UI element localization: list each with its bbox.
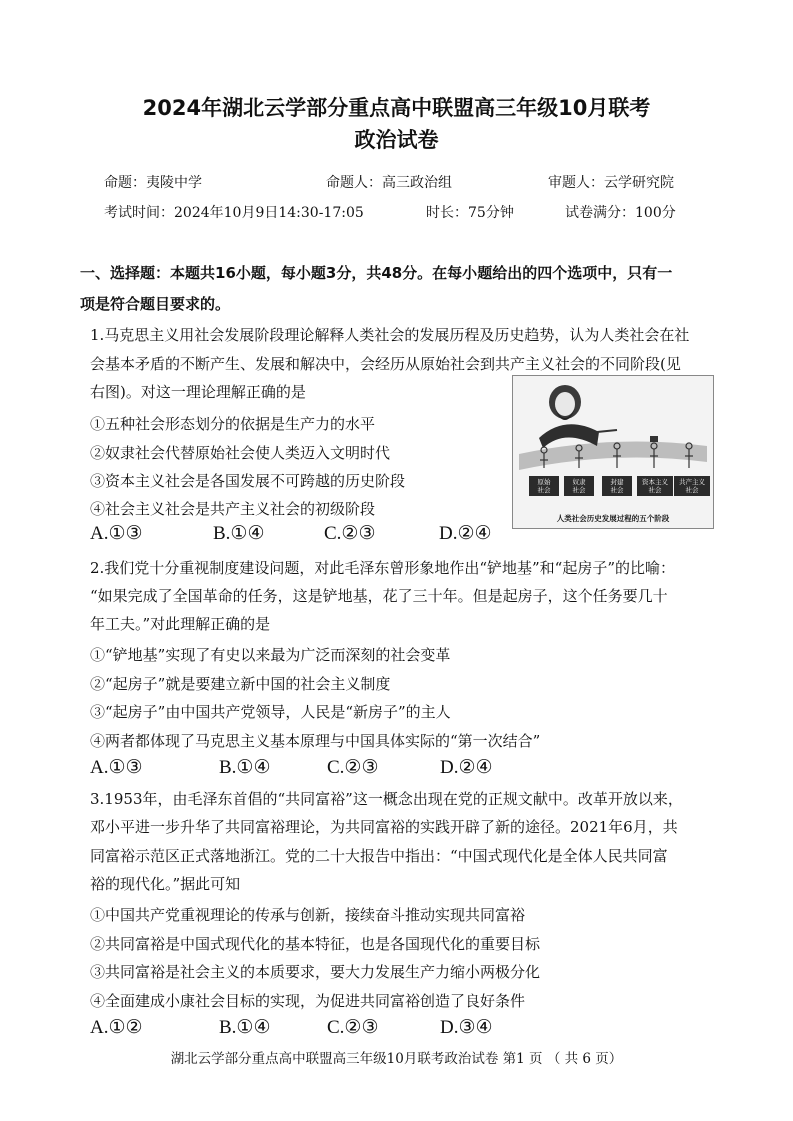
question-text: 会基本矛盾的不断产生、发展和解决中，会经历从原始社会到共产主义社会的不同阶段(见 [90, 355, 681, 373]
answer-choice-c[interactable]: C.②③ [324, 523, 376, 544]
figure-illustration [513, 376, 713, 528]
exam-subject: 政治试卷 [354, 128, 439, 152]
question-text: 裕的现代化。”据此可知 [90, 875, 241, 893]
statement-option: ①中国共产党重视理论的传承与创新，接续奋斗推动实现共同富裕 [90, 906, 526, 924]
statement-option: ①“铲地基”实现了有史以来最为广泛而深刻的社会变革 [90, 646, 451, 664]
page-footer: 湖北云学部分重点高中联盟高三年级10月联考政治试卷 第1 页 （ 共 6 页） [170, 1051, 623, 1067]
answer-choice-b[interactable]: B.①④ [219, 757, 271, 778]
statement-option: ④全面建成小康社会目标的实现，为促进共同富裕创造了良好条件 [90, 992, 526, 1010]
reviewer: 审题人：云学研究院 [548, 175, 674, 191]
social-stages-figure [512, 375, 714, 529]
exam-duration: 时长：75分钟 [426, 205, 514, 221]
statement-option: ③资本主义社会是各国发展不可跨越的历史阶段 [90, 472, 406, 490]
figure-caption: 人类社会历史发展过程的五个阶段 [556, 514, 670, 523]
section-heading-cont: 项是符合题目要求的。 [80, 295, 231, 313]
section-heading: 一、选择题：本题共16小题，每小题3分，共48分。在每小题给出的四个选项中，只有一 [80, 264, 673, 282]
statement-option: ②共同富裕是中国式现代化的基本特征，也是各国现代化的重要目标 [90, 935, 541, 953]
setter-person: 命题人：高三政治组 [326, 175, 452, 191]
question-text: “如果完成了全国革命的任务，这是铲地基，花了三十年。但是起房子，这个任务要几十 [90, 587, 668, 605]
exam-title: 2024年湖北云学部分重点高中联盟高三年级10月联考 [142, 96, 651, 120]
statement-option: ④两者都体现了马克思主义基本原理与中国具体实际的“第一次结合” [90, 732, 541, 750]
question-text: 年工夫。”对此理解正确的是 [90, 615, 271, 633]
statement-option: ③“起房子”由中国共产党领导，人民是“新房子”的主人 [90, 703, 451, 721]
question-text: 邓小平进一步升华了共同富裕理论，为共同富裕的实践开辟了新的途径。2021年6月，共 [90, 818, 678, 836]
statement-option: ①五种社会形态划分的依据是生产力的水平 [90, 415, 376, 433]
stage-label: 原始 社会 [529, 476, 559, 496]
thinker-face [555, 392, 575, 416]
stage-label: 资本主义 社会 [637, 476, 673, 496]
exam-time: 考试时间：2024年10月9日14:30-17:05 [104, 205, 364, 221]
answer-choice-c[interactable]: C.②③ [327, 757, 379, 778]
statement-option: ④社会主义社会是共产主义社会的初级阶段 [90, 500, 376, 518]
answer-choice-b[interactable]: B.①④ [219, 1017, 271, 1038]
answer-choice-d[interactable]: D.②④ [439, 523, 492, 544]
answer-choice-c[interactable]: C.②③ [327, 1017, 379, 1038]
stage-label: 封建 社会 [602, 476, 632, 496]
question-text: 右图)。对这一理论理解正确的是 [90, 383, 306, 401]
question-text: 3.1953年，由毛泽东首倡的“共同富裕”这一概念出现在党的正规文献中。改革开放以来， [90, 790, 683, 808]
statement-option: ②奴隶社会代替原始社会使人类迈入文明时代 [90, 444, 391, 462]
answer-choice-a[interactable]: A.①③ [90, 523, 143, 544]
question-text: 1.马克思主义用社会发展阶段理论解释人类社会的发展历程及历史趋势，认为人类社会在社 [90, 326, 690, 344]
setter-school: 命题：夷陵中学 [104, 175, 202, 191]
question-text: 同富裕示范区正式落地浙江。党的二十大报告中指出：“中国式现代化是全体人民共同富 [90, 847, 668, 865]
question-text: 2.我们党十分重视制度建设问题，对此毛泽东曾形象地作出“铲地基”和“起房子”的比喻： [90, 559, 675, 577]
statement-option: ③共同富裕是社会主义的本质要求，要大力发展生产力缩小两极分化 [90, 963, 541, 981]
answer-choice-d[interactable]: D.②④ [440, 757, 493, 778]
statement-option: ②“起房子”就是要建立新中国的社会主义制度 [90, 675, 391, 693]
full-score: 试卷满分：100分 [565, 205, 676, 221]
answer-choice-a[interactable]: A.①③ [90, 757, 143, 778]
answer-choice-b[interactable]: B.①④ [213, 523, 265, 544]
answer-choice-a[interactable]: A.①② [90, 1017, 143, 1038]
answer-choice-d[interactable]: D.③④ [440, 1017, 493, 1038]
stage-label: 共产主义 社会 [674, 476, 710, 496]
stage-label: 奴隶 社会 [564, 476, 594, 496]
